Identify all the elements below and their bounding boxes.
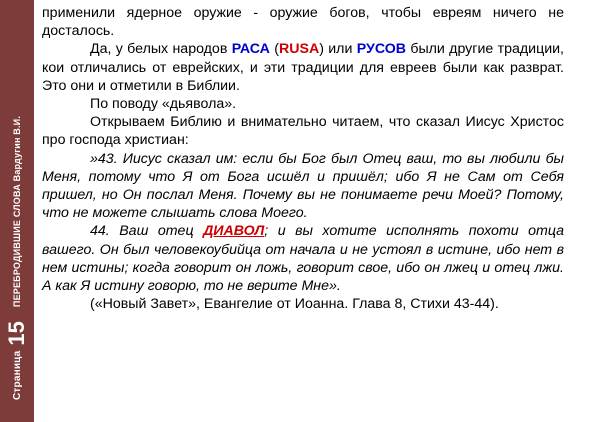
verse-44-text-b: ; и вы хотите исполнять похоти отца вашего. Он был человекоубийца от начала и не устоял в истине, ибо нет в нем истины; когда говорит он ложь, говорит свое, ибо он лжец и отец лжи. А как Я истину говорю, то не верите Мне». bbox=[42, 223, 564, 295]
paragraph-2-text-c: ) или bbox=[319, 41, 357, 58]
highlight-diavol: ДИАВОЛ bbox=[203, 223, 265, 240]
book-title: ПЕРЕБРОДИВШИЕ СЛОВА Вардугин В.И. bbox=[12, 115, 22, 308]
paragraph-1: применили ядерное оружие - оружие богов, чтобы евреям ничего не досталось. bbox=[42, 5, 564, 40]
paragraph-2-text-d: были другие традиции, кои отличались от еврейских, и эти традиции для евреев были как разврат. Это они и отметили в Библии. bbox=[42, 41, 564, 94]
paragraph-2 bbox=[42, 40, 564, 95]
page-label: Страница bbox=[11, 350, 23, 400]
verse-44-text-a: 44. Ваш отец bbox=[90, 223, 204, 240]
sidebar-text bbox=[0, 0, 34, 422]
sidebar bbox=[0, 0, 34, 422]
quote-verse-44 bbox=[42, 222, 564, 295]
paragraph-4: Открываем Библию и внимательно читаем, что сказал Иисус Христос про господа христиан: bbox=[42, 114, 564, 149]
citation: («Новый Завет», Евангелие от Иоанна. Глава 8, Стихи 43-44). bbox=[90, 296, 499, 313]
highlight-raca: РАСА bbox=[231, 41, 270, 58]
page-number: 15 bbox=[4, 321, 29, 346]
paragraph-3: По поводу «дьявола». bbox=[90, 96, 237, 113]
paragraph-2-text-b: ( bbox=[269, 41, 279, 58]
quote-verse-43: »43. Иисус сказал им: если бы Бог был Отец ваш, то вы любили бы Меня, потому что Я от Бога исшёл и пришёл; ибо Я не Сам от Себя пришел, но Он послал Меня. Почему вы не понимаете речи Моей? Потому, что не можете слышать слова Моего. bbox=[42, 150, 564, 222]
highlight-rusov: РУСОВ bbox=[356, 41, 406, 58]
page-content bbox=[42, 4, 564, 313]
paragraph-2-text-a: Да, у белых народов bbox=[90, 41, 232, 58]
highlight-rusa: RUSA bbox=[279, 41, 320, 58]
